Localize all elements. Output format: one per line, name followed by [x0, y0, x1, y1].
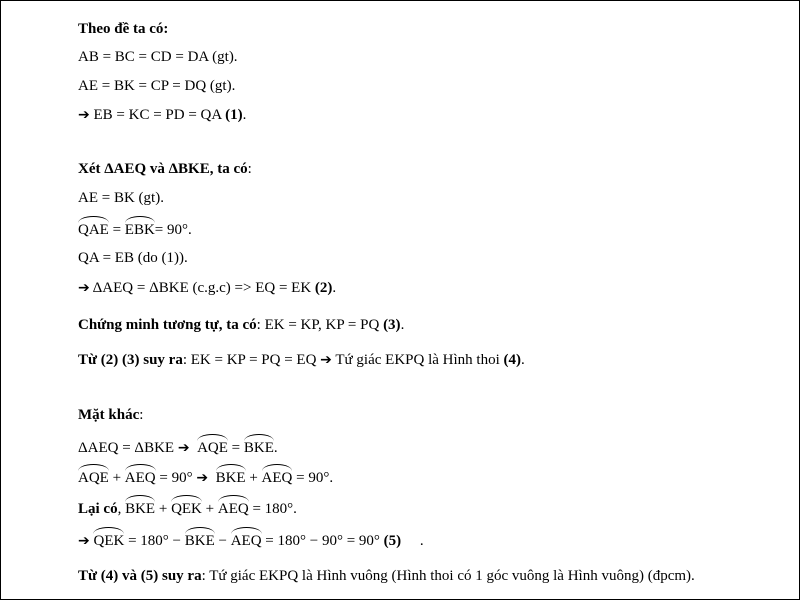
equation-text: EB = KC = PD = QA [89, 107, 226, 123]
angle-symbol: BKE [244, 437, 274, 457]
angle-symbol: QEK [93, 530, 124, 550]
line-angles-90 [78, 219, 192, 239]
line-ab-bc-cd-da [78, 48, 238, 66]
section-heading: Lại có [78, 501, 118, 517]
section-heading: Xét ΔAEQ và ΔBKE, ta có [78, 161, 248, 177]
equation-text: : Tứ giác EKPQ là Hình vuông (Hình thoi có 1 góc vuông là Hình vuông) (đpcm). [201, 568, 695, 584]
plus: + [245, 470, 262, 486]
angle-symbol: AEQ [262, 467, 293, 487]
period: . [521, 352, 525, 368]
equation-text: = 180°. [248, 501, 297, 517]
equals: = [108, 222, 125, 238]
equation-text: = 180° − 90° = 90° [261, 533, 384, 549]
minus: − [214, 533, 231, 549]
reference-label: (2) [314, 280, 333, 296]
equation-text: = 90°. [154, 222, 192, 238]
colon: : [247, 161, 252, 177]
colon: : [139, 407, 144, 423]
line-ae-bk [78, 189, 164, 207]
right-arrow-icon: ➔ [196, 470, 209, 486]
equals: = [227, 440, 244, 456]
equation-text: = 90° [155, 470, 197, 486]
line-qa-eb [78, 249, 188, 267]
line-angle-equality [78, 437, 278, 457]
section-heading: Chứng minh tương tự, ta có [78, 317, 257, 333]
angle-symbol: BKE [185, 530, 215, 550]
equation-text: = 180° − [124, 533, 185, 549]
angle-symbol: AQE [197, 437, 228, 457]
equation-text: AE = BK = CP = DQ (gt). [78, 78, 236, 94]
reference-label: (4) [503, 352, 521, 368]
equation-text: ΔAEQ = ΔBKE [78, 440, 178, 456]
angle-symbol: AEQ [218, 498, 249, 518]
reference-label: (3) [383, 317, 401, 333]
angle-symbol: BKE [216, 467, 246, 487]
plus: + [201, 501, 218, 517]
intro-text: Theo đề ta có: [78, 21, 169, 37]
period: . [400, 317, 405, 333]
angle-symbol: QAE [78, 219, 109, 239]
equation-text: : EK = KP, KP = PQ [256, 317, 384, 333]
angle-symbol: BKE [125, 498, 155, 518]
equation-text: AB = BC = CD = DA (gt). [78, 49, 238, 65]
period: . [332, 280, 337, 296]
angle-symbol: EBK [125, 219, 155, 239]
right-arrow-icon: ➔ [78, 107, 90, 123]
line-angle-sum-90 [78, 467, 333, 487]
plus: + [155, 501, 172, 517]
right-arrow-icon: ➔ [78, 280, 90, 296]
reference-label: (1) [225, 107, 243, 123]
section-heading: Mặt khác [78, 407, 140, 423]
line-intro [78, 20, 168, 38]
line-final-conclusion [78, 567, 695, 585]
section-heading: Từ (4) và (5) suy ra [78, 568, 202, 584]
comma: , [117, 501, 126, 517]
equation-text: ΔAEQ = ΔBKE (c.g.c) => EQ = EK [89, 280, 315, 296]
equation-text: : EK = KP = PQ = EQ [182, 352, 321, 368]
period: . [401, 533, 424, 549]
line-on-the-other-hand [78, 406, 143, 424]
equation-text: = 90°. [292, 470, 334, 486]
period: . [242, 107, 247, 123]
right-arrow-icon: ➔ [78, 533, 90, 549]
equation-text: AE = BK (gt). [78, 190, 164, 206]
line-ae-bk-cp-dq [78, 77, 235, 95]
line-consider-triangles [78, 160, 252, 178]
line-similarly [78, 316, 404, 334]
right-arrow-icon: ➔ [177, 440, 190, 456]
line-eb-kc-pd-qa [78, 106, 246, 124]
right-arrow-icon: ➔ [320, 352, 332, 368]
line-triangle-congruence [78, 279, 336, 297]
equation-text: QA = EB (do (1)). [78, 250, 188, 266]
line-rhombus-conclusion [78, 351, 525, 369]
section-heading: Từ (2) (3) suy ra [78, 352, 183, 368]
line-qek-90 [78, 530, 424, 550]
reference-label: (5) [383, 533, 402, 549]
angle-symbol: AQE [78, 467, 109, 487]
plus: + [108, 470, 125, 486]
equation-text: Tứ giác EKPQ là Hình thoi [331, 352, 504, 368]
line-angle-sum-180 [78, 498, 297, 518]
angle-symbol: QEK [171, 498, 202, 518]
angle-symbol: AEQ [231, 530, 262, 550]
period: . [273, 440, 278, 456]
angle-symbol: AEQ [125, 467, 156, 487]
